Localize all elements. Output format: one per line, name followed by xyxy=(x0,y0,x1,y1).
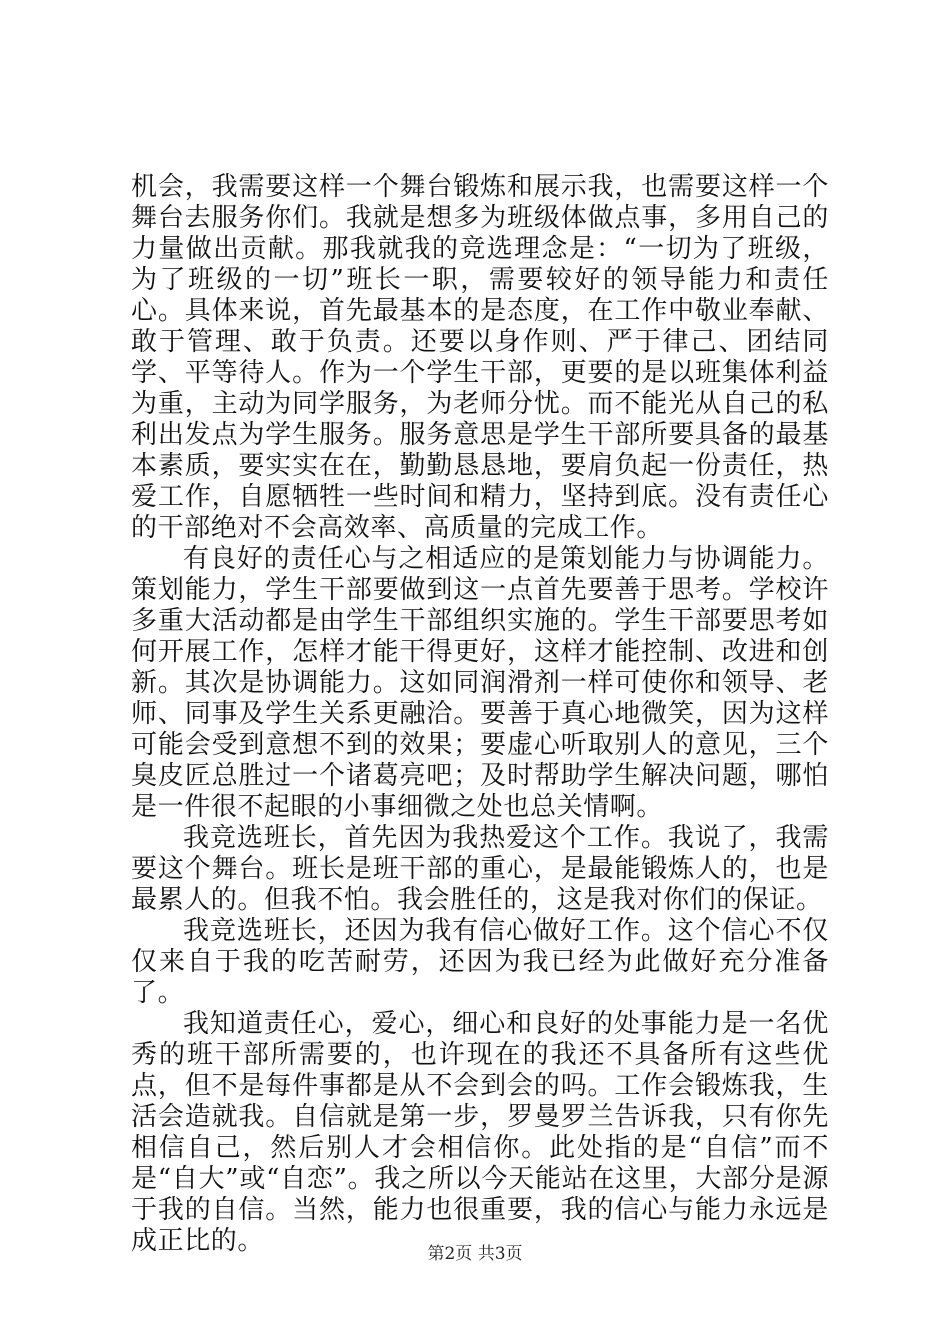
page-number-label: 第2页 共3页 xyxy=(427,1244,523,1264)
paragraph-1: 机会，我需要这样一个舞台锻炼和展示我，也需要这样一个舞台去服务你们。我就是想多为班级体做点事，多用自己的力量做出贡献。那我就我的竞选理念是：“一切为了班级，为了班级的一切”班长一职，需要较好的领导能力和责任心。具体来说，首先最基本的是态度，在工作中敬业奉献、敢于管理、敢于负责。还要以身作则、严于律己、团结同学、平等待人。作为一个学生干部，更要的是以班集体利益为重，主动为同学服务，为老师分忧。而不能光从自己的私利出发点为学生服务。服务意思是学生干部所要具备的最基本素质，要实实在在，勤勤恳恳地，要肩负起一份责任，热爱工作，自愿牺牲一些时间和精力，坚持到底。没有责任心的干部绝对不会高效率、高质量的完成工作。 xyxy=(131,172,829,543)
paragraph-3: 我竞选班长，首先因为我热爱这个工作。我说了，我需要这个舞台。班长是班干部的重心，是最能锻炼人的，也是最累人的。但我不怕。我会胜任的，这是我对你们的保证。 xyxy=(131,823,829,915)
page-footer xyxy=(0,1244,950,1264)
paragraph-2: 有良好的责任心与之相适应的是策划能力与协调能力。策划能力，学生干部要做到这一点首先要善于思考。学校许多重大活动都是由学生干部组织实施的。学生干部要思考如何开展工作，怎样才能干得更好，这样才能控制、改进和创新。其次是协调能力。这如同润滑剂一样可使你和领导、老师、同事及学生关系更融洽。要善于真心地微笑，因为这样可能会受到意想不到的效果；要虚心听取别人的意见，三个臭皮匠总胜过一个诸葛亮吧；及时帮助学生解决问题，哪怕是一件很不起眼的小事细微之处也总关情啊。 xyxy=(131,544,829,822)
paragraph-4: 我竞选班长，还因为我有信心做好工作。这个信心不仅仅来自于我的吃苦耐劳，还因为我已经为此做好充分准备了。 xyxy=(131,916,829,1008)
document-body xyxy=(131,172,829,1257)
paragraph-5: 我知道责任心，爱心，细心和良好的处事能力是一名优秀的班干部所需要的，也许现在的我还不具备所有这些优点，但不是每件事都是从不会到会的吗。工作会锻炼我，生活会造就我。自信就是第一步，罗曼罗兰告诉我，只有你先相信自己，然后别人才会相信你。此处指的是“自信”而不是“自大”或“自恋”。我之所以今天能站在这里，大部分是源于我的自信。当然，能力也很重要，我的信心与能力永远是成正比的。 xyxy=(131,1009,829,1256)
